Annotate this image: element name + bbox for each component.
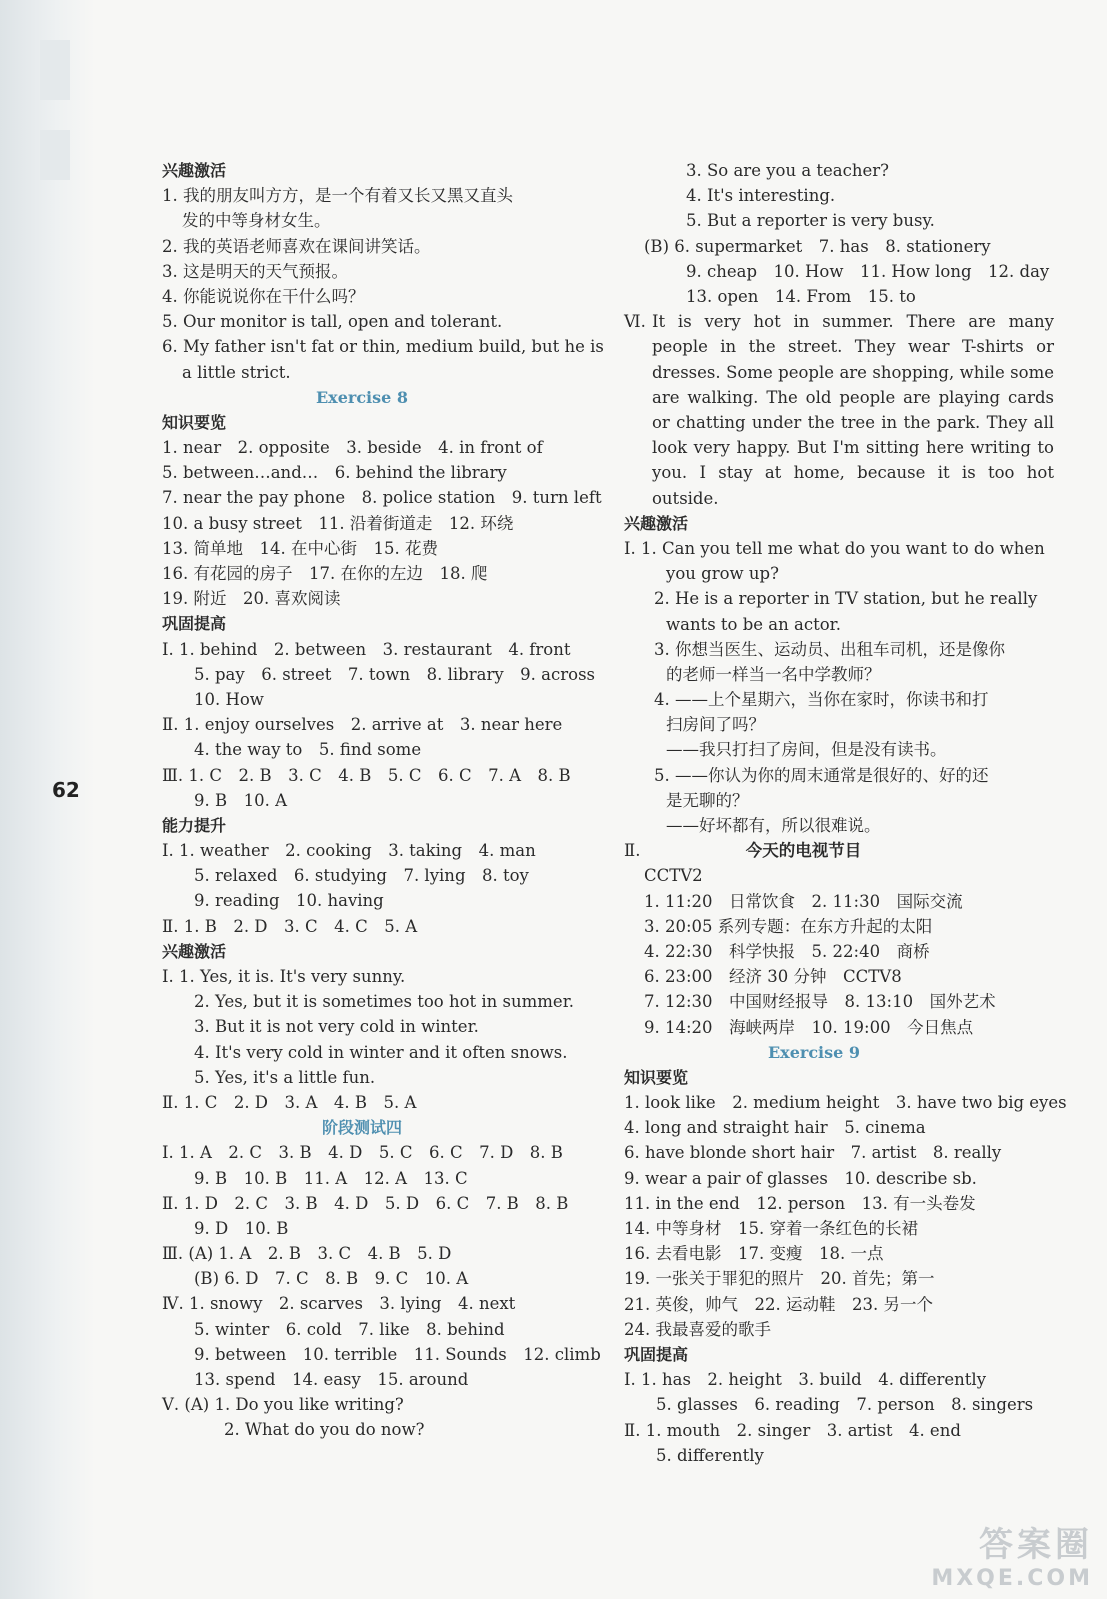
answer-line: 5. winter 6. cold 7. like 8. behind [194, 1319, 505, 1339]
section-heading: 兴趣激活 [624, 513, 689, 533]
answer-line: 9. cheap 10. How 11. How long 12. day [686, 261, 1050, 281]
answer-line: 5. differently [656, 1445, 764, 1465]
tv-schedule-line: 4. 22:30 科学快报 5. 22:40 商桥 [644, 941, 930, 961]
side-decoration [0, 0, 95, 1599]
section-heading: 兴趣激活 [162, 941, 227, 961]
answer-line: 是无聊的？ [666, 790, 749, 810]
answer-line: 9. reading 10. having [194, 891, 384, 911]
tv-schedule [624, 863, 1054, 1039]
answer-line: Ⅱ. 1. mouth 2. singer 3. artist 4. end [624, 1420, 961, 1440]
right-bottom-list [624, 1040, 1067, 1468]
right-mid-list [624, 511, 1054, 838]
answer-line: 19. 一张关于罪犯的照片 20. 首先；第一 [624, 1269, 935, 1289]
answer-line: Ⅱ. 1. B 2. D 3. C 4. C 5. A [162, 916, 418, 936]
answer-line: 16. 去看电影 17. 变瘦 18. 一点 [624, 1244, 884, 1264]
answer-line: 6. My father isn't fat or thin, medium build, but he is [162, 337, 604, 357]
tv-schedule-line: 1. 11:20 日常饮食 2. 11:30 国际交流 [644, 891, 963, 911]
section-heading: 巩固提高 [162, 614, 227, 634]
tv-schedule-line: 7. 12:30 中国财经报导 8. 13:10 国外艺术 [644, 992, 996, 1012]
answer-line: Ⅰ. 1. A 2. C 3. B 4. D 5. C 6. C 7. D 8. B [162, 1143, 563, 1163]
answer-line: 5. Yes, it's a little fun. [194, 1067, 376, 1087]
section-heading: 知识要览 [624, 1067, 689, 1087]
answer-line: Ⅱ. 1. enjoy ourselves 2. arrive at 3. near here [162, 715, 563, 735]
answer-line: you grow up? [666, 564, 779, 584]
answer-line: 9. D 10. B [194, 1218, 289, 1238]
answer-line: 13. 简单地 14. 在中心街 15. 花费 [162, 538, 438, 558]
answer-line: Ⅰ. 1. has 2. height 3. build 4. differently [624, 1370, 987, 1390]
answer-line: 9. B 10. A [194, 790, 288, 810]
tv-schedule-line: CCTV2 [644, 866, 703, 886]
answer-line: ——好坏都有，所以很难说。 [666, 816, 881, 835]
side-block [40, 40, 70, 100]
answer-line: 2. He is a reporter in TV station, but he really [654, 589, 1038, 609]
tv-label: Ⅱ. [624, 841, 641, 861]
answer-line: 3. 你想当医生、运动员、出租车司机，还是像你 [654, 639, 1005, 659]
answer-line: 9. B 10. B 11. A 12. A 13. C [194, 1168, 468, 1188]
answer-line: 2. 我的英语老师喜欢在课间讲笑话。 [162, 236, 431, 256]
answer-line: Ⅱ. 1. C 2. D 3. A 4. B 5. A [162, 1092, 417, 1112]
watermark-bottom: MXQE.COM [931, 1566, 1093, 1591]
answer-line: 9. wear a pair of glasses 10. describe sb. [624, 1168, 977, 1188]
answer-line: 3. 这是明天的天气预报。 [162, 261, 348, 281]
answer-line: 10. How [194, 689, 264, 709]
answer-line: 24. 我最喜爱的歌手 [624, 1319, 771, 1339]
answer-line: 9. between 10. terrible 11. Sounds 12. climb [194, 1344, 601, 1364]
exercise-title: Exercise 9 [767, 1042, 861, 1062]
answer-line: Ⅴ. (A) 1. Do you like writing? [162, 1395, 404, 1415]
answer-line: 4. long and straight hair 5. cinema [624, 1118, 926, 1138]
answer-line: 5. glasses 6. reading 7. person 8. singers [656, 1395, 1034, 1415]
tv-schedule-line: 3. 20:05 系列专题：在东方升起的太阳 [644, 916, 933, 936]
section-heading: 能力提升 [162, 815, 227, 835]
answer-line: ——我只打扫了房间，但是没有读书。 [666, 740, 947, 760]
answer-line: 16. 有花园的房子 17. 在你的左边 18. 爬 [162, 564, 488, 583]
answer-line: 1. look like 2. medium height 3. have two big eyes [624, 1093, 1067, 1113]
side-block [40, 130, 70, 180]
answer-line: 1. near 2. opposite 3. beside 4. in front of [162, 438, 543, 458]
paragraph-text: It is very hot in summer. There are many people in the street. They wear T-shirts or dresses. Some people are shopping, while some are walking. The old people are playing cards or chatting under the tree in the park. They all look very happy. But I'm sitting here writing to you. I stay at home, because it is too hot outside. [652, 312, 1054, 508]
tv-schedule-line: 6. 23:00 经济 30 分钟 CCTV8 [644, 967, 902, 987]
answer-line: 5. relaxed 6. studying 7. lying 8. toy [194, 866, 529, 886]
right-column [624, 158, 1067, 1468]
answer-line: 4. 你能说说你在干什么吗？ [162, 286, 365, 306]
right-top-list [624, 158, 1054, 309]
section-heading: 知识要览 [162, 412, 227, 432]
answer-line: 13. open 14. From 15. to [686, 286, 916, 306]
answer-line: 2. Yes, but it is sometimes too hot in summer. [194, 992, 575, 1012]
exercise-title: Exercise 8 [315, 387, 409, 407]
answer-line: Ⅲ. 1. C 2. B 3. C 4. B 5. C 6. C 7. A 8. B [162, 765, 571, 785]
answer-line: 5. pay 6. street 7. town 8. library 9. across [194, 664, 596, 684]
answer-line: 7. near the pay phone 8. police station 9. turn left [162, 488, 602, 508]
answer-line: 3. So are you a teacher? [686, 161, 890, 180]
answer-line: 5. But a reporter is very busy. [686, 211, 935, 231]
answer-line: 14. 中等身材 15. 穿着一条红色的长裙 [624, 1219, 918, 1238]
tv-header [624, 838, 1054, 863]
answer-line: 4. ——上个星期六，当你在家时，你读书和打 [654, 690, 989, 710]
answer-line: Ⅰ. 1. weather 2. cooking 3. taking 4. man [162, 841, 536, 861]
watermark-logo [931, 1517, 1093, 1591]
answer-line: a little strict. [182, 362, 291, 382]
answer-line: 扫房间了吗？ [666, 715, 765, 735]
answer-line: 4. the way to 5. find some [194, 740, 422, 760]
answer-line: 19. 附近 20. 喜欢阅读 [162, 589, 341, 609]
answer-line: 13. spend 14. easy 15. around [194, 1370, 469, 1389]
watermark-top: 答案圈 [979, 1525, 1093, 1565]
answer-line: Ⅰ. 1. Yes, it is. It's very sunny. [162, 967, 406, 986]
tv-title: 今天的电视节目 [745, 841, 862, 861]
answer-line: (B) 6. D 7. C 8. B 9. C 10. A [194, 1269, 469, 1289]
tv-schedule-line: 9. 14:20 海峡两岸 10. 19:00 今日焦点 [644, 1017, 974, 1037]
left-column [162, 158, 602, 1443]
paragraph-label: Ⅵ. [624, 312, 646, 332]
answer-line: 的老师一样当一名中学教师？ [666, 664, 881, 684]
page-number: 62 [52, 778, 80, 802]
answer-line: 10. a busy street 11. 沿着街道走 12. 环绕 [162, 513, 514, 533]
answer-line: 1. 我的朋友叫方方，是一个有着又长又黑又直头 [162, 186, 513, 206]
answer-line: Ⅱ. 1. D 2. C 3. B 4. D 5. D 6. C 7. B 8. B [162, 1193, 569, 1213]
answer-line: Ⅰ. 1. behind 2. between 3. restaurant 4. front [162, 639, 571, 659]
answer-line: 6. have blonde short hair 7. artist 8. really [624, 1143, 1002, 1163]
answer-line: Ⅰ. 1. Can you tell me what do you want to do when [624, 538, 1045, 558]
answer-line: 5. ——你认为你的周末通常是很好的、好的还 [654, 765, 989, 785]
answer-line: 3. But it is not very cold in winter. [194, 1017, 479, 1037]
answer-line: 4. It's interesting. [686, 186, 836, 206]
exercise-title: 阶段测试四 [321, 1118, 402, 1138]
answer-line: Ⅲ. (A) 1. A 2. B 3. C 4. B 5. D [162, 1244, 452, 1264]
answer-line: Ⅳ. 1. snowy 2. scarves 3. lying 4. next [162, 1294, 516, 1314]
answer-line: 发的中等身材女生。 [182, 211, 331, 231]
answer-line: (B) 6. supermarket 7. has 8. stationery [644, 236, 991, 256]
answer-line: wants to be an actor. [666, 614, 841, 634]
answer-line: 4. It's very cold in winter and it often snows. [194, 1042, 568, 1062]
paragraph-vi [624, 309, 1054, 511]
section-heading: 巩固提高 [624, 1344, 689, 1364]
section-heading: 兴趣激活 [162, 161, 227, 180]
answer-line: 21. 英俊，帅气 22. 运动鞋 23. 另一个 [624, 1294, 933, 1314]
answer-line: 2. What do you do now? [224, 1420, 425, 1440]
answer-line: 5. between…and… 6. behind the library [162, 463, 507, 483]
answer-line: 11. in the end 12. person 13. 有一头卷发 [624, 1193, 976, 1213]
answer-line: 5. Our monitor is tall, open and tolerant. [162, 312, 503, 332]
